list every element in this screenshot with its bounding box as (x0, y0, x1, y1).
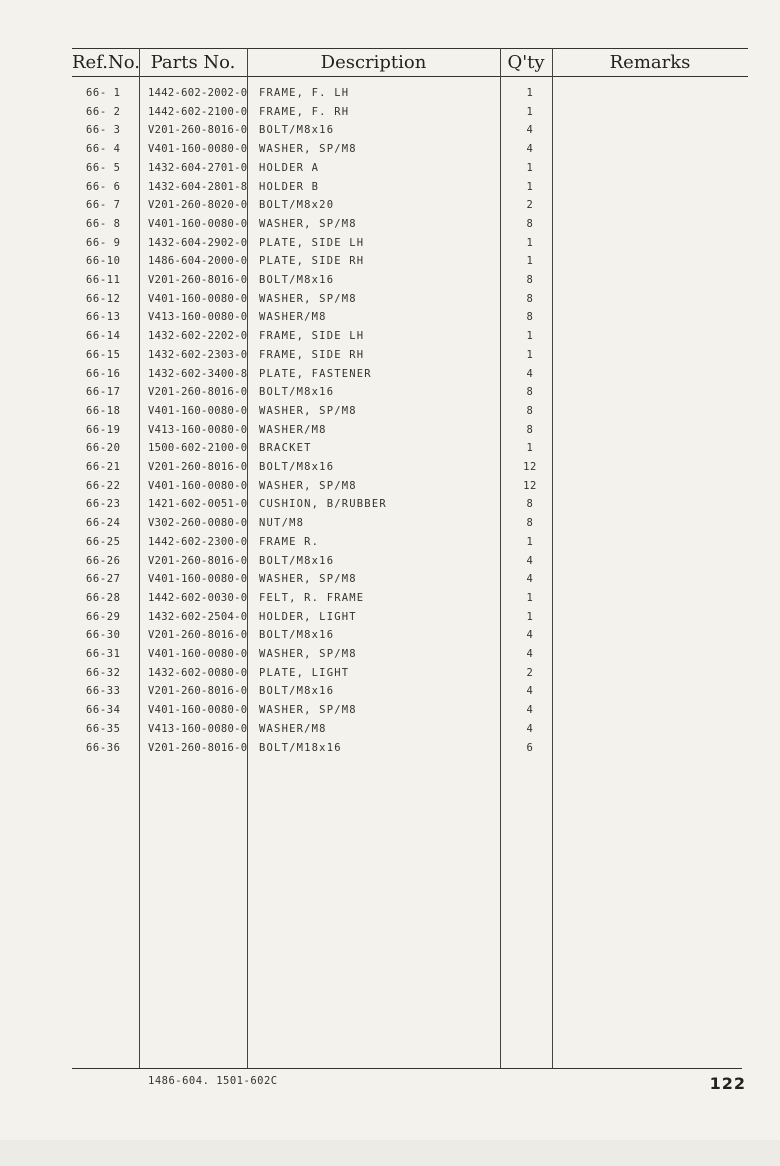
table-row (0, 234, 780, 253)
parts-no-cell: 1500-602-2100-0 (148, 442, 248, 455)
ref-no-cell: 66-31 (86, 648, 121, 660)
description-cell: BOLT/M8x16 (259, 386, 335, 399)
qty-cell: 8 (526, 517, 534, 530)
table-row (0, 421, 780, 440)
table-row (0, 533, 780, 552)
description-cell: BOLT/M8x16 (259, 461, 335, 473)
description-cell: BRACKET (259, 442, 312, 455)
footer-code: 1486-604. 1501-602C (148, 1075, 278, 1087)
parts-no-cell: V201-260-8016-0 (148, 629, 248, 642)
description-cell: FRAME, SIDE RH (259, 348, 365, 361)
table-row (0, 196, 780, 215)
table-row (0, 570, 780, 589)
description-cell: WASHER/M8 (259, 311, 327, 324)
ref-no-cell: 66- 5 (86, 161, 121, 174)
table-row (0, 402, 780, 421)
parts-no-cell: 1442-602-2100-0 (148, 105, 248, 118)
ref-no-cell: 66-21 (86, 461, 121, 473)
qty-cell: 8 (526, 423, 534, 436)
ref-no-cell: 66-23 (86, 498, 121, 511)
qty-cell: 4 (526, 704, 534, 717)
description-cell: WASHER, SP/M8 (259, 292, 357, 305)
parts-no-cell: V401-160-0080-0 (148, 704, 248, 717)
ref-no-cell: 66-14 (86, 330, 121, 343)
parts-no-cell: V201-260-8016-0 (148, 124, 248, 137)
qty-cell: 1 (526, 255, 534, 268)
ref-no-cell: 66-34 (86, 704, 121, 717)
table-row (0, 458, 780, 477)
description-cell: BOLT/M8x20 (259, 199, 335, 212)
table-row (0, 308, 780, 327)
qty-cell: 4 (526, 573, 534, 586)
parts-no-cell: V401-160-0080-0 (148, 573, 248, 586)
description-cell: WASHER/M8 (259, 423, 327, 436)
parts-no-cell: V302-260-0080-0 (148, 517, 248, 530)
table-row (0, 383, 780, 402)
description-cell: WASHER, SP/M8 (259, 704, 357, 717)
ref-no-cell: 66-36 (86, 741, 121, 754)
table-row (0, 514, 780, 533)
qty-cell: 1 (526, 610, 534, 623)
ref-no-cell: 66-27 (86, 573, 121, 586)
ref-no-cell: 66-10 (86, 255, 121, 268)
parts-no-cell: V401-160-0080-0 (148, 292, 248, 305)
description-cell: BOLT/M8x16 (259, 685, 335, 698)
qty-cell: 8 (526, 292, 534, 305)
ref-no-cell: 66-28 (86, 591, 121, 604)
description-cell: WASHER, SP/M8 (259, 648, 357, 660)
qty-cell: 8 (526, 274, 534, 286)
parts-no-cell: V413-160-0080-0 (148, 722, 248, 735)
ref-no-cell: 66-19 (86, 423, 121, 436)
qty-cell: 1 (526, 591, 534, 604)
description-cell: NUT/M8 (259, 517, 305, 530)
parts-no-cell: V401-160-0080-0 (148, 404, 248, 417)
qty-cell: 1 (526, 105, 534, 118)
table-row (0, 739, 780, 758)
header-qty: Q'ty (507, 52, 545, 73)
ref-no-cell: 66-24 (86, 517, 121, 530)
table-row (0, 645, 780, 664)
description-cell: HOLDER A (259, 161, 320, 174)
description-cell: BOLT/M8x16 (259, 274, 335, 286)
description-cell: BOLT/M8x16 (259, 554, 335, 567)
qty-cell: 8 (526, 404, 534, 417)
description-cell: PLATE, SIDE LH (259, 236, 365, 249)
ref-no-cell: 66- 7 (86, 199, 121, 212)
table-row (0, 290, 780, 309)
parts-no-cell: V413-160-0080-0 (148, 311, 248, 324)
ref-no-cell: 66- 6 (86, 180, 121, 193)
qty-cell: 1 (526, 348, 534, 361)
page-bottom-edge (0, 1140, 780, 1166)
qty-cell: 6 (526, 741, 534, 754)
parts-no-cell: V201-260-8016-0 (148, 554, 248, 567)
table-row (0, 327, 780, 346)
description-cell: WASHER, SP/M8 (259, 143, 357, 156)
qty-cell: 4 (526, 648, 534, 660)
parts-no-cell: V201-260-8020-0 (148, 199, 248, 212)
description-cell: PLATE, SIDE RH (259, 255, 365, 268)
qty-cell: 8 (526, 498, 534, 511)
header-ref-no: Ref.No. (72, 52, 140, 73)
ref-no-cell: 66-33 (86, 685, 121, 698)
description-cell: HOLDER, LIGHT (259, 610, 357, 623)
table-row (0, 495, 780, 514)
ref-no-cell: 66-29 (86, 610, 121, 623)
qty-cell: 8 (526, 311, 534, 324)
qty-cell: 4 (526, 143, 534, 156)
header-description: Description (320, 52, 427, 73)
table-row (0, 271, 780, 290)
parts-no-cell: V201-260-8016-0 (148, 685, 248, 698)
table-row (0, 608, 780, 627)
description-cell: WASHER/M8 (259, 722, 327, 735)
ref-no-cell: 66- 2 (86, 105, 121, 118)
description-cell: WASHER, SP/M8 (259, 404, 357, 417)
ref-no-cell: 66-35 (86, 722, 121, 735)
qty-cell: 4 (526, 722, 534, 735)
parts-no-cell: 1432-604-2902-0 (148, 236, 248, 249)
ref-no-cell: 66- 1 (86, 87, 121, 99)
description-cell: FRAME, F. LH (259, 87, 350, 99)
description-cell: FRAME, F. RH (259, 105, 350, 118)
ref-no-cell: 66- 4 (86, 143, 121, 156)
ref-no-cell: 66-22 (86, 479, 121, 492)
ref-no-cell: 66-30 (86, 629, 121, 642)
ref-no-cell: 66-32 (86, 666, 121, 679)
table-row (0, 682, 780, 701)
parts-no-cell: 1432-604-2701-0 (148, 161, 248, 174)
parts-no-cell: 1432-602-0080-0 (148, 666, 248, 679)
qty-cell: 1 (526, 180, 534, 193)
qty-cell: 1 (526, 87, 534, 99)
parts-no-cell: V201-260-8016-0 (148, 386, 248, 399)
description-cell: PLATE, LIGHT (259, 666, 350, 679)
ref-no-cell: 66-15 (86, 348, 121, 361)
parts-no-cell: 1432-604-2801-8 (148, 180, 248, 193)
parts-no-cell: 1432-602-2303-0 (148, 348, 248, 361)
description-cell: BOLT/M8x16 (259, 124, 335, 137)
parts-no-cell: 1432-602-3400-8 (148, 367, 248, 380)
qty-cell: 4 (526, 685, 534, 698)
parts-no-cell: 1442-602-2002-0 (148, 87, 248, 99)
parts-no-cell: V201-260-8016-0 (148, 741, 248, 754)
qty-cell: 4 (526, 367, 534, 380)
table-row (0, 365, 780, 384)
table-row (0, 720, 780, 739)
table-row (0, 477, 780, 496)
qty-cell: 1 (526, 442, 534, 455)
table-row (0, 589, 780, 608)
table-row (0, 346, 780, 365)
description-cell: HOLDER B (259, 180, 320, 193)
description-cell: CUSHION, B/RUBBER (259, 498, 387, 511)
ref-no-cell: 66-20 (86, 442, 121, 455)
description-cell: FELT, R. FRAME (259, 591, 365, 604)
parts-no-cell: V401-160-0080-0 (148, 143, 248, 156)
description-cell: PLATE, FASTENER (259, 367, 372, 380)
description-cell: WASHER, SP/M8 (259, 217, 357, 230)
parts-no-cell: V201-260-8016-0 (148, 461, 248, 473)
qty-cell: 4 (526, 554, 534, 567)
description-cell: FRAME R. (259, 535, 320, 548)
ref-no-cell: 66-16 (86, 367, 121, 380)
qty-cell: 12 (523, 479, 537, 492)
table-header-rule (72, 76, 748, 77)
qty-cell: 1 (526, 161, 534, 174)
description-cell: BOLT/M18x16 (259, 741, 342, 754)
table-top-rule (72, 48, 748, 49)
table-row (0, 178, 780, 197)
table-row (0, 664, 780, 683)
ref-no-cell: 66-12 (86, 292, 121, 305)
description-cell: WASHER, SP/M8 (259, 479, 357, 492)
parts-no-cell: V401-160-0080-0 (148, 648, 248, 660)
ref-no-cell: 66- 9 (86, 236, 121, 249)
ref-no-cell: 66-26 (86, 554, 121, 567)
table-row (0, 252, 780, 271)
header-parts-no: Parts No. (150, 52, 236, 73)
qty-cell: 2 (526, 666, 534, 679)
page-number: 122 (709, 1074, 746, 1093)
table-row (0, 215, 780, 234)
ref-no-cell: 66-11 (86, 274, 121, 286)
ref-no-cell: 66-18 (86, 404, 121, 417)
table-row (0, 140, 780, 159)
qty-cell: 4 (526, 124, 534, 137)
table-row (0, 626, 780, 645)
table-row (0, 121, 780, 140)
parts-no-cell: 1421-602-0051-0 (148, 498, 248, 511)
table-row (0, 439, 780, 458)
description-cell: BOLT/M8x16 (259, 629, 335, 642)
qty-cell: 2 (526, 199, 534, 212)
parts-no-cell: 1486-604-2000-0 (148, 255, 248, 268)
ref-no-cell: 66-17 (86, 386, 121, 399)
qty-cell: 12 (523, 461, 537, 473)
table-row (0, 701, 780, 720)
qty-cell: 1 (526, 330, 534, 343)
parts-no-cell: V413-160-0080-0 (148, 423, 248, 436)
parts-no-cell: V401-160-0080-0 (148, 479, 248, 492)
description-cell: FRAME, SIDE LH (259, 330, 365, 343)
ref-no-cell: 66- 3 (86, 124, 121, 137)
parts-no-cell: 1432-602-2504-0 (148, 610, 248, 623)
qty-cell: 8 (526, 217, 534, 230)
parts-no-cell: 1442-602-0030-0 (148, 591, 248, 604)
header-remarks: Remarks (609, 52, 691, 73)
description-cell: WASHER, SP/M8 (259, 573, 357, 586)
table-row (0, 159, 780, 178)
parts-no-cell: V401-160-0080-0 (148, 217, 248, 230)
ref-no-cell: 66-25 (86, 535, 121, 548)
table-row (0, 552, 780, 571)
table-row (0, 84, 780, 103)
ref-no-cell: 66- 8 (86, 217, 121, 230)
qty-cell: 1 (526, 236, 534, 249)
qty-cell: 1 (526, 535, 534, 548)
qty-cell: 4 (526, 629, 534, 642)
table-bottom-rule (72, 1068, 742, 1069)
parts-no-cell: 1442-602-2300-0 (148, 535, 248, 548)
qty-cell: 8 (526, 386, 534, 399)
ref-no-cell: 66-13 (86, 311, 121, 324)
table-row (0, 103, 780, 122)
parts-no-cell: 1432-602-2202-0 (148, 330, 248, 343)
parts-no-cell: V201-260-8016-0 (148, 274, 248, 286)
